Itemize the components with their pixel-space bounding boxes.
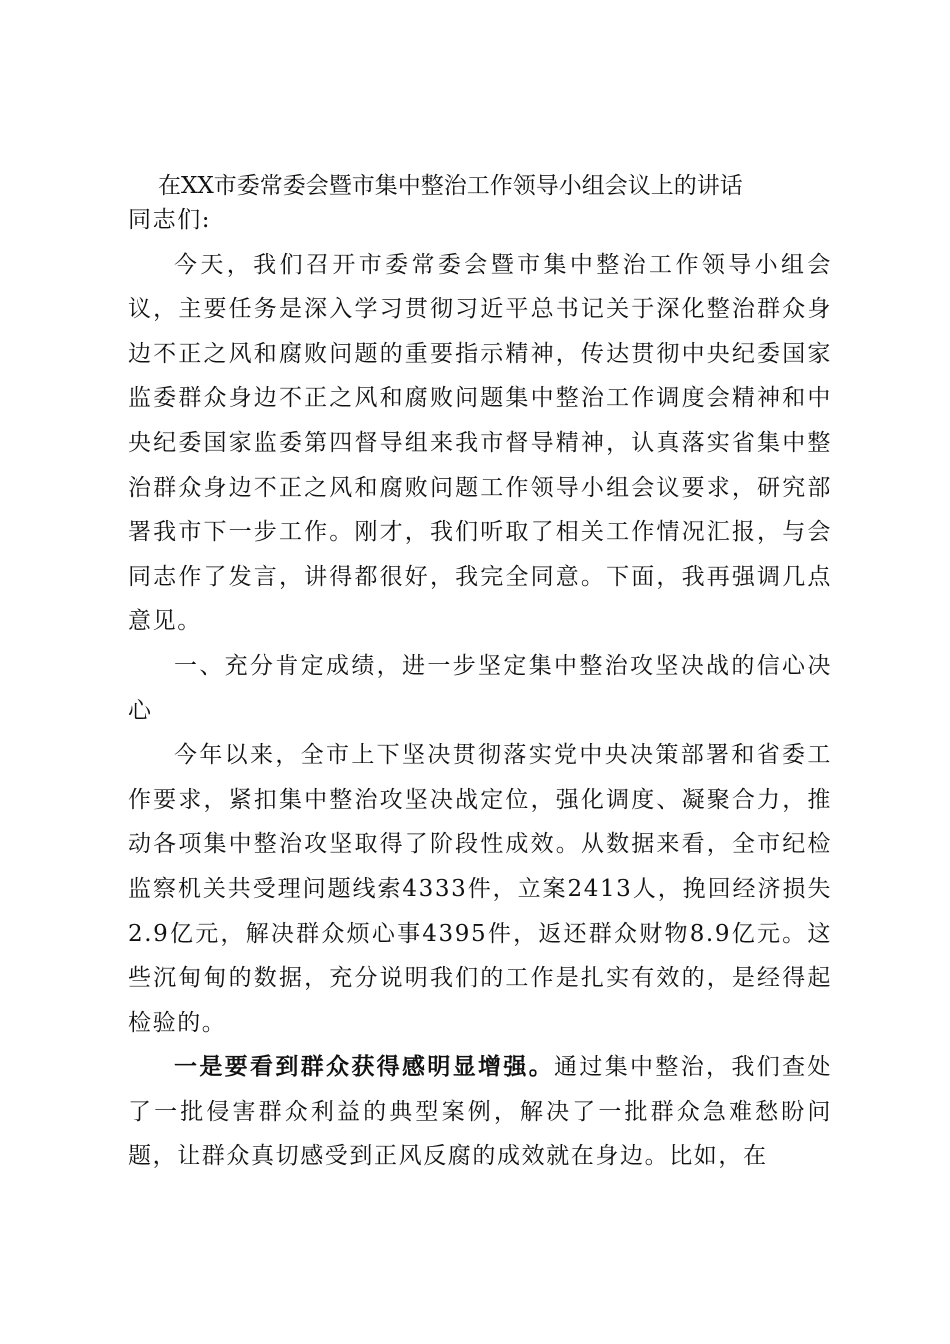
paragraph-point-1: [128, 1045, 832, 1179]
salutation: 同志们:: [128, 207, 212, 233]
document-title: 在XX市委常委会暨市集中整治工作领导小组会议上的讲话: [158, 173, 743, 199]
section-heading-1: 一、充分肯定成绩，进一步坚定集中整治攻坚决战的信心决心: [128, 652, 832, 724]
paragraph-achievements: 今年以来，全市上下坚决贯彻落实党中央决策部署和省委工作要求，紧扣集中整治攻坚决战定位，强化调度、凝聚合力，推动各项集中整治攻坚取得了阶段性成效。从数据来看，全市纪检监察机关共受理问题线索4333件，立案2413人，挽回经济损失2.9亿元，解决群众烦心事4395件，返还群众财物8.9亿元。这些沉甸甸的数据，充分说明我们的工作是扎实有效的，是经得起检验的。: [128, 742, 832, 1036]
point-1-lead: 一是要看到群众获得感明显增强。: [174, 1053, 555, 1081]
document-body: [128, 198, 832, 1179]
paragraph-intro: 今天，我们召开市委常委会暨市集中整治工作领导小组会议，主要任务是深入学习贯彻习近平总书记关于深化整治群众身边不正之风和腐败问题的重要指示精神，传达贯彻中央纪委国家监委群众身边不正之风和腐败问题集中整治工作调度会精神和中央纪委国家监委第四督导组来我市督导精神，认真落实省集中整治群众身边不正之风和腐败问题工作领导小组会议要求，研究部署我市下一步工作。刚才，我们听取了相关工作情况汇报，与会同志作了发言，讲得都很好，我完全同意。下面，我再强调几点意见。: [128, 251, 832, 635]
point-1-text: 通过集中整治，我们查处了一批侵害群众利益的典型案例，解决了一批群众急难愁盼问题，让群众真切感受到正风反腐的成效就在身边。比如，在: [128, 1054, 833, 1170]
